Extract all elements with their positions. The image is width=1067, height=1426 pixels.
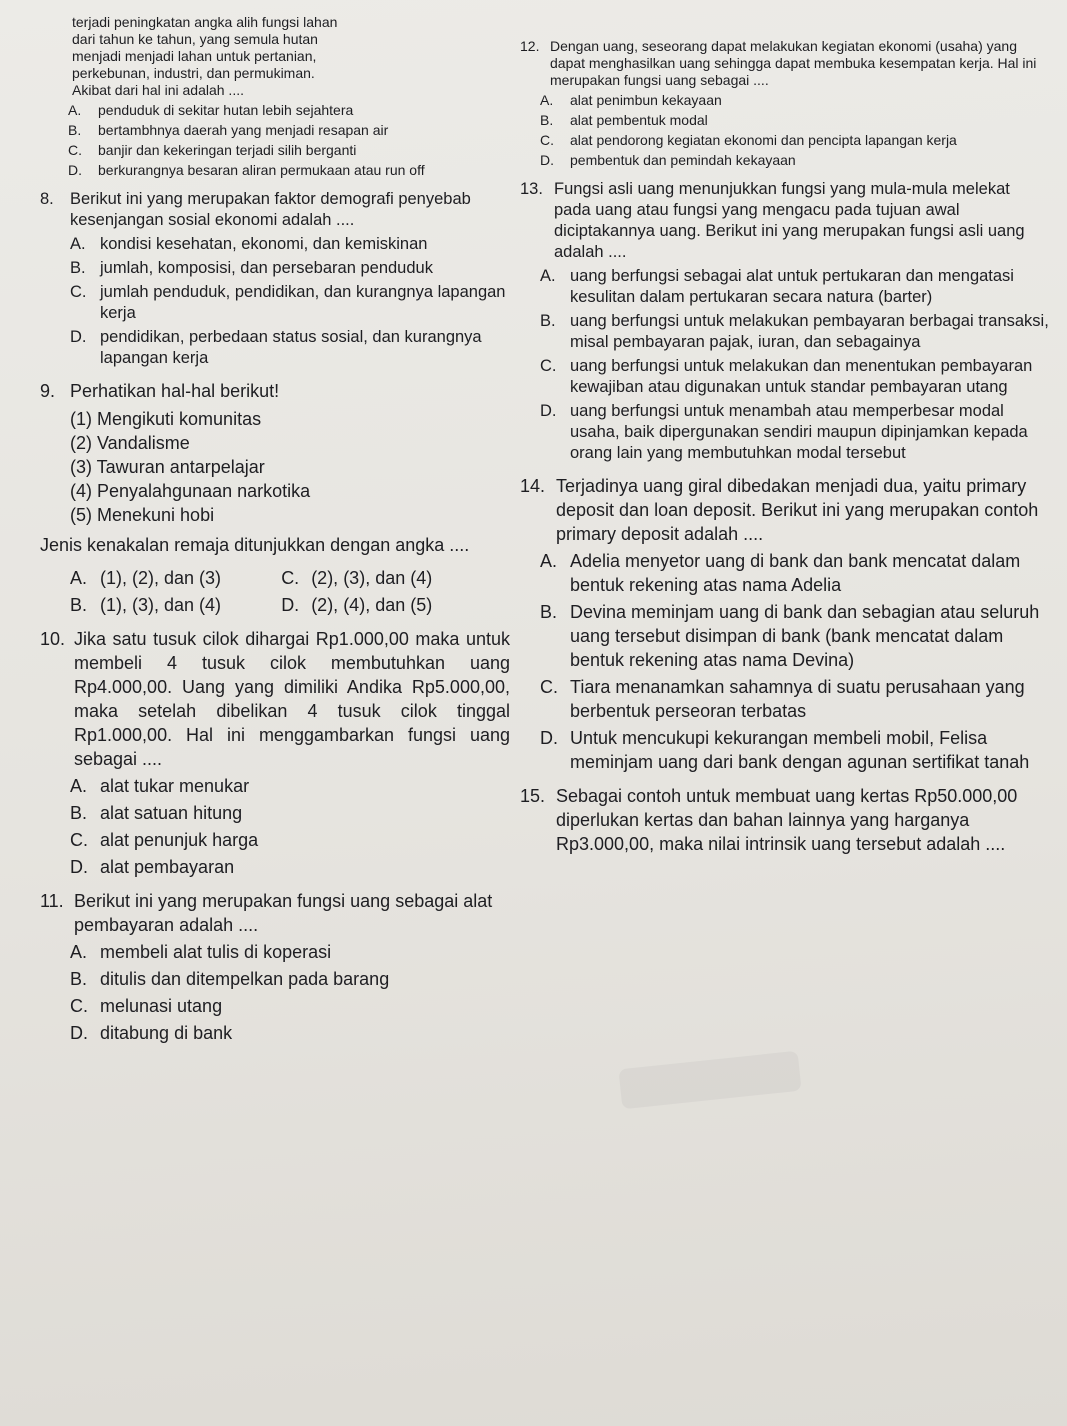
q9-option-b[interactable]: B. (1), (3), dan (4) — [70, 595, 222, 615]
q12-option-b[interactable]: B. alat pembentuk modal — [540, 112, 708, 128]
q11-option-a[interactable]: A. membeli alat tulis di koperasi — [70, 942, 332, 962]
question-stem: Terjadinya uang giral dibedakan menjadi dua, yaitu primary deposit dan loan deposit. Berikut ini yang merupakan contoh primary deposit adalah .... — [556, 476, 1039, 544]
question-9 — [40, 379, 510, 617]
q9-option-c[interactable]: C. (2), (3), dan (4) — [281, 568, 433, 588]
question-14 — [520, 474, 1050, 774]
intro-option-d[interactable]: D. berkurangnya besaran aliran permukaan atau run off — [68, 162, 425, 178]
intro-option-b[interactable]: B. bertambhnya daerah yang menjadi resapan air — [68, 122, 389, 138]
question-number: 12. — [520, 38, 540, 54]
question-12 — [520, 38, 1050, 169]
question-number: 13. — [520, 180, 543, 198]
question-number: 10. — [40, 629, 66, 649]
question-11 — [40, 889, 510, 1045]
q10-option-c[interactable]: C. alat penunjuk harga — [70, 830, 259, 850]
q11-option-c[interactable]: C. melunasi utang — [70, 996, 223, 1016]
q8-option-b[interactable]: B. jumlah, komposisi, dan persebaran penduduk — [70, 259, 433, 277]
question-stem: Berikut ini yang merupakan faktor demografi penyebab kesenjangan sosial ekonomi adalah .... — [70, 190, 471, 229]
question-number: 8. — [40, 190, 54, 208]
list-item: (4) Penyalahgunaan narkotika — [70, 481, 311, 501]
question-stem: Fungsi asli uang menunjukkan fungsi yang mula-mula melekat pada uang atau fungsi yang mengacu pada tujuan awal diciptakannya uang. Berikut ini yang merupakan fungsi asli uang adalah .... — [554, 180, 1025, 261]
q8-option-d[interactable]: D. pendidikan, perbedaan status sosial, dan kurangnya lapangan kerja — [70, 328, 482, 367]
question-stem: Dengan uang, seseorang dapat melakukan kegiatan ekonomi (usaha) yang dapat menghasilkan uang sehingga dapat membuka kesempatan kerja. Hal ini merupakan fungsi uang sebagai .... — [550, 38, 1037, 88]
faint-pencil-mark — [618, 1051, 801, 1110]
q13-option-b[interactable]: B. uang berfungsi untuk melakukan pembayaran berbagai transaksi, misal pembayaran pajak, iuran, dan sebagainya — [540, 312, 1049, 351]
question-8 — [40, 189, 510, 369]
intro-line: dari tahun ke tahun, yang semula hutan — [72, 31, 318, 47]
intro-option-a[interactable]: A. penduduk di sekitar hutan lebih sejahtera — [68, 102, 354, 118]
q14-option-c[interactable]: C. Tiara menanamkan sahamnya di suatu perusahaan yang berbentuk perseoran terbatas — [540, 677, 1025, 721]
question-stem: Sebagai contoh untuk membuat uang kertas Rp50.000,00 diperlukan kertas dan bahan lainnya yang harganya Rp3.000,00, maka nilai intrinsik uang tersebut adalah .... — [556, 786, 1018, 854]
intro-option-c[interactable]: C. banjir dan kekeringan terjadi silih berganti — [68, 142, 357, 158]
q14-option-b[interactable]: B. Devina meminjam uang di bank dan sebagian atau seluruh uang tersebut disimpan di bank (bank mencatat dalam bentuk rekening atas nama Devina) — [540, 602, 1040, 670]
question-number: 11. — [40, 891, 64, 911]
intro-passage — [40, 14, 510, 179]
q9-option-d[interactable]: D. (2), (4), dan (5) — [281, 595, 433, 615]
intro-line: terjadi peningkatan angka alih fungsi lahan — [72, 14, 338, 30]
q12-option-c[interactable]: C. alat pendorong kegiatan ekonomi dan pencipta lapangan kerja — [540, 132, 957, 148]
q10-option-d[interactable]: D. alat pembayaran — [70, 857, 235, 877]
q9-item-list — [40, 407, 510, 527]
right-column — [520, 38, 1050, 862]
question-15 — [520, 784, 1050, 856]
q9-option-a[interactable]: A. (1), (2), dan (3) — [70, 568, 222, 588]
question-stem: Berikut ini yang merupakan fungsi uang sebagai alat pembayaran adalah .... — [74, 891, 493, 935]
question-number: 15. — [520, 786, 546, 806]
q10-option-a[interactable]: A. alat tukar menukar — [70, 776, 250, 796]
question-stem: Jika satu tusuk cilok dihargai Rp1.000,00 maka untuk membeli 4 tusuk cilok membutuhkan uang Rp4.000,00. Uang yang dimiliki Andika Rp5.000,00, maka setelah dibelikan 4 tusuk cilok tinggal Rp1.000,00. Hal ini menggambarkan fungsi uang sebagai .... — [74, 629, 510, 769]
intro-line: menjadi menjadi lahan untuk pertanian, — [72, 48, 317, 64]
question-number: 9. — [40, 381, 56, 401]
list-item: (2) Vandalisme — [70, 433, 190, 453]
q10-option-b[interactable]: B. alat satuan hitung — [70, 803, 243, 823]
q13-option-a[interactable]: A. uang berfungsi sebagai alat untuk pertukaran dan mengatasi kesulitan dalam pertukaran secara natura (barter) — [540, 267, 1014, 306]
q8-option-a[interactable]: A. kondisi kesehatan, ekonomi, dan kemiskinan — [70, 235, 428, 253]
list-item: (5) Menekuni hobi — [70, 505, 215, 525]
q12-option-a[interactable]: A. alat penimbun kekayaan — [540, 92, 722, 108]
intro-line: perkebunan, industri, dan permukiman. — [72, 65, 315, 81]
q14-option-d[interactable]: D. Untuk mencukupi kekurangan membeli mobil, Felisa meminjam uang dari bank dengan agunan sertifikat tanah — [540, 728, 1030, 772]
q13-option-c[interactable]: C. uang berfungsi untuk melakukan dan menentukan pembayaran kewajiban atau digunakan untuk standar pembayaran utang — [540, 357, 1033, 396]
q9-question: Jenis kenakalan remaja ditunjukkan dengan angka .... — [40, 535, 470, 555]
list-item: (3) Tawuran antarpelajar — [70, 457, 265, 477]
intro-line: Akibat dari hal ini adalah .... — [72, 82, 244, 98]
q11-option-b[interactable]: B. ditulis dan ditempelkan pada barang — [70, 969, 390, 989]
question-13 — [520, 179, 1050, 464]
question-10 — [40, 627, 510, 879]
q8-option-c[interactable]: C. jumlah penduduk, pendidikan, dan kurangnya lapangan kerja — [70, 283, 506, 322]
list-item: (1) Mengikuti komunitas — [70, 409, 262, 429]
question-stem: Perhatikan hal-hal berikut! — [70, 381, 280, 401]
left-column — [40, 14, 510, 1051]
q13-option-d[interactable]: D. uang berfungsi untuk menambah atau memperbesar modal usaha, baik dipergunakan sendiri maupun dipinjamkan kepada orang lain yang membutuhkan modal tersebut — [540, 402, 1028, 462]
q11-option-d[interactable]: D. ditabung di bank — [70, 1023, 233, 1043]
q14-option-a[interactable]: A. Adelia menyetor uang di bank dan bank mencatat dalam bentuk rekening atas nama Adelia — [540, 551, 1021, 595]
question-number: 14. — [520, 476, 546, 496]
q12-option-d[interactable]: D. pembentuk dan pemindah kekayaan — [540, 152, 796, 168]
